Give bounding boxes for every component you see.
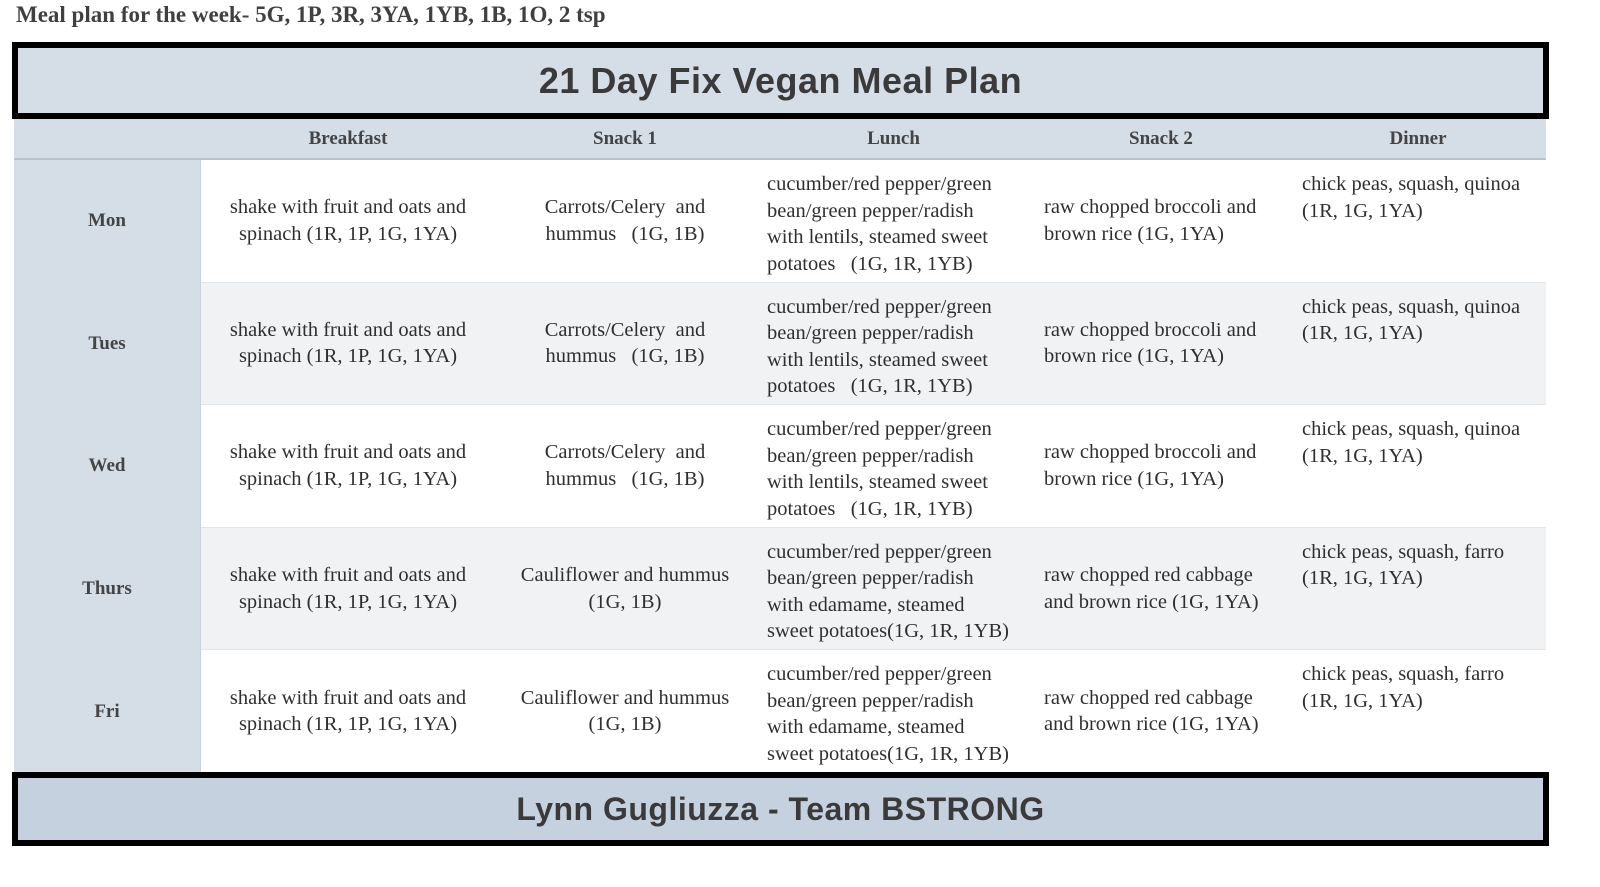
breakfast-cell <box>201 160 495 283</box>
cell-text <box>230 562 466 615</box>
cell-line: with lentils, steamed sweet <box>767 348 988 371</box>
cell-line: brown rice (1G, 1YA) <box>1044 222 1224 245</box>
footer-credit: Lynn Gugliuzza - Team BSTRONG <box>516 790 1045 827</box>
cell-text <box>1302 661 1504 714</box>
day-label: Fri <box>14 650 201 773</box>
lunch-cell <box>755 405 1032 528</box>
cell-line: (1G, 1B) <box>588 713 662 736</box>
cell-line: chick peas, squash, farro <box>1302 663 1505 686</box>
cell-text <box>230 194 466 247</box>
cell-line: cucumber/red pepper/green <box>767 173 992 195</box>
cell-line: shake with fruit and oats and <box>229 318 467 341</box>
cell-line: with lentils, steamed sweet <box>767 471 988 494</box>
cell-line: chick peas, squash, quinoa <box>1302 295 1521 318</box>
cell-line: brown rice (1G, 1YA) <box>1044 345 1224 368</box>
cell-line: raw chopped broccoli and <box>1044 441 1257 464</box>
cell-line: shake with fruit and oats and <box>229 564 467 587</box>
cell-line: bean/green pepper/radish <box>767 689 974 712</box>
snack-1-cell <box>495 283 755 406</box>
cell-text <box>230 685 466 738</box>
cell-text <box>1044 562 1259 615</box>
cell-line: with edamame, steamed <box>767 716 965 739</box>
cell-text <box>1302 171 1520 224</box>
cell-line: bean/green pepper/radish <box>767 322 974 345</box>
cell-line: (1R, 1G, 1YA) <box>1302 322 1423 345</box>
cell-text <box>1044 439 1256 492</box>
header-lunch: Lunch <box>755 119 1032 160</box>
day-label: Thurs <box>14 528 201 651</box>
day-label: Wed <box>14 405 201 528</box>
title-banner <box>12 42 1549 119</box>
cell-text <box>767 171 992 277</box>
header-breakfast: Breakfast <box>201 119 495 160</box>
lunch-cell <box>755 650 1032 773</box>
cell-line: hummus (1G, 1B) <box>545 345 705 368</box>
cell-line: potatoes (1G, 1R, 1YB) <box>767 497 973 520</box>
cell-text <box>1044 317 1256 370</box>
cell-line: Carrots/Celery and <box>544 441 706 464</box>
snack-2-cell <box>1032 283 1290 406</box>
cell-line: shake with fruit and oats and <box>229 196 467 219</box>
breakfast-cell <box>201 528 495 651</box>
cell-line: cucumber/red pepper/green <box>767 418 992 441</box>
dinner-cell <box>1290 405 1546 528</box>
cell-line: sweet potatoes(1G, 1R, 1YB) <box>767 620 1009 643</box>
breakfast-cell <box>201 283 495 406</box>
cell-line: with edamame, steamed <box>767 593 965 616</box>
cell-line: bean/green pepper/radish <box>767 567 974 590</box>
cell-line: and brown rice (1G, 1YA) <box>1044 713 1259 736</box>
footer-banner <box>12 772 1549 846</box>
cell-line: (1R, 1G, 1YA) <box>1302 567 1423 590</box>
cell-line: bean/green pepper/radish <box>767 199 974 222</box>
cell-text <box>767 539 1009 645</box>
snack-2-cell <box>1032 528 1290 651</box>
cell-line: spinach (1R, 1P, 1G, 1YA) <box>238 222 458 245</box>
snack-2-cell <box>1032 160 1290 283</box>
cell-text <box>1044 685 1259 738</box>
snack-1-cell <box>495 160 755 283</box>
cell-line: (1R, 1G, 1YA) <box>1302 199 1423 222</box>
meal-plan-table <box>14 119 1546 773</box>
cell-line: potatoes (1G, 1R, 1YB) <box>767 375 973 398</box>
cell-text <box>545 439 706 492</box>
cell-line: with lentils, steamed sweet <box>767 226 988 248</box>
cell-line: spinach (1R, 1P, 1G, 1YA) <box>238 590 458 613</box>
cell-text <box>1302 539 1504 592</box>
cell-line: sweet potatoes(1G, 1R, 1YB) <box>767 742 1009 765</box>
dinner-cell <box>1290 283 1546 406</box>
cell-line: chick peas, squash, quinoa <box>1302 418 1521 441</box>
cell-line: hummus (1G, 1B) <box>545 467 705 490</box>
dinner-cell <box>1290 528 1546 651</box>
cell-line: spinach (1R, 1P, 1G, 1YA) <box>238 467 458 490</box>
cell-line: raw chopped broccoli and <box>1044 196 1257 219</box>
dinner-cell <box>1290 160 1546 283</box>
cell-text <box>545 194 706 247</box>
header-dinner: Dinner <box>1290 119 1546 160</box>
cell-text <box>230 317 466 370</box>
cell-text <box>521 685 729 738</box>
day-label: Tues <box>14 283 201 406</box>
lunch-cell <box>755 160 1032 283</box>
cell-text <box>1044 194 1256 247</box>
dinner-cell <box>1290 650 1546 773</box>
lunch-cell <box>755 528 1032 651</box>
cell-text <box>1302 416 1520 469</box>
cell-line: raw chopped red cabbage <box>1044 564 1253 587</box>
cell-line: (1R, 1G, 1YA) <box>1302 689 1423 712</box>
cell-text <box>1302 294 1520 347</box>
snack-1-cell <box>495 650 755 773</box>
cell-text <box>545 317 706 370</box>
header-snack-2: Snack 2 <box>1032 119 1290 160</box>
cell-line: (1R, 1G, 1YA) <box>1302 444 1423 467</box>
cell-line: Carrots/Celery and <box>544 318 706 341</box>
cell-text <box>521 562 729 615</box>
snack-1-cell <box>495 528 755 651</box>
cell-line: cucumber/red pepper/green <box>767 295 992 318</box>
cell-line: chick peas, squash, farro <box>1302 540 1505 563</box>
header-corner <box>14 119 201 160</box>
cell-line: Carrots/Celery and <box>544 196 706 219</box>
cell-line: potatoes (1G, 1R, 1YB) <box>767 252 973 275</box>
snack-1-cell <box>495 405 755 528</box>
breakfast-cell <box>201 405 495 528</box>
breakfast-cell <box>201 650 495 773</box>
cell-line: cucumber/red pepper/green <box>767 540 992 563</box>
cell-line: raw chopped broccoli and <box>1044 318 1257 341</box>
header-snack-1: Snack 1 <box>495 119 755 160</box>
cell-line: shake with fruit and oats and <box>229 686 467 709</box>
cell-text <box>767 416 992 522</box>
page-title: 21 Day Fix Vegan Meal Plan <box>538 59 1023 101</box>
day-label: Mon <box>14 160 201 283</box>
snack-2-cell <box>1032 650 1290 773</box>
meal-plan-summary: Meal plan for the week- 5G, 1P, 3R, 3YA, 1YB, 1B, 1O, 2 tsp <box>16 2 606 27</box>
snack-2-cell <box>1032 405 1290 528</box>
cell-line: Cauliflower and hummus <box>520 564 730 587</box>
cell-line: shake with fruit and oats and <box>229 441 467 464</box>
lunch-cell <box>755 283 1032 406</box>
cell-text <box>767 661 1009 767</box>
cell-line: Cauliflower and hummus <box>520 686 730 709</box>
cell-line: spinach (1R, 1P, 1G, 1YA) <box>238 345 458 368</box>
cell-line: raw chopped red cabbage <box>1044 686 1253 709</box>
cell-line: brown rice (1G, 1YA) <box>1044 467 1224 490</box>
cell-text <box>767 294 992 400</box>
cell-line: spinach (1R, 1P, 1G, 1YA) <box>238 713 458 736</box>
cell-line: and brown rice (1G, 1YA) <box>1044 590 1259 613</box>
cell-line: hummus (1G, 1B) <box>545 222 705 245</box>
cell-line: chick peas, squash, quinoa <box>1302 173 1521 195</box>
cell-line: bean/green pepper/radish <box>767 444 974 467</box>
cell-line: (1G, 1B) <box>588 590 662 613</box>
cell-text <box>230 439 466 492</box>
cell-line: cucumber/red pepper/green <box>767 663 992 686</box>
